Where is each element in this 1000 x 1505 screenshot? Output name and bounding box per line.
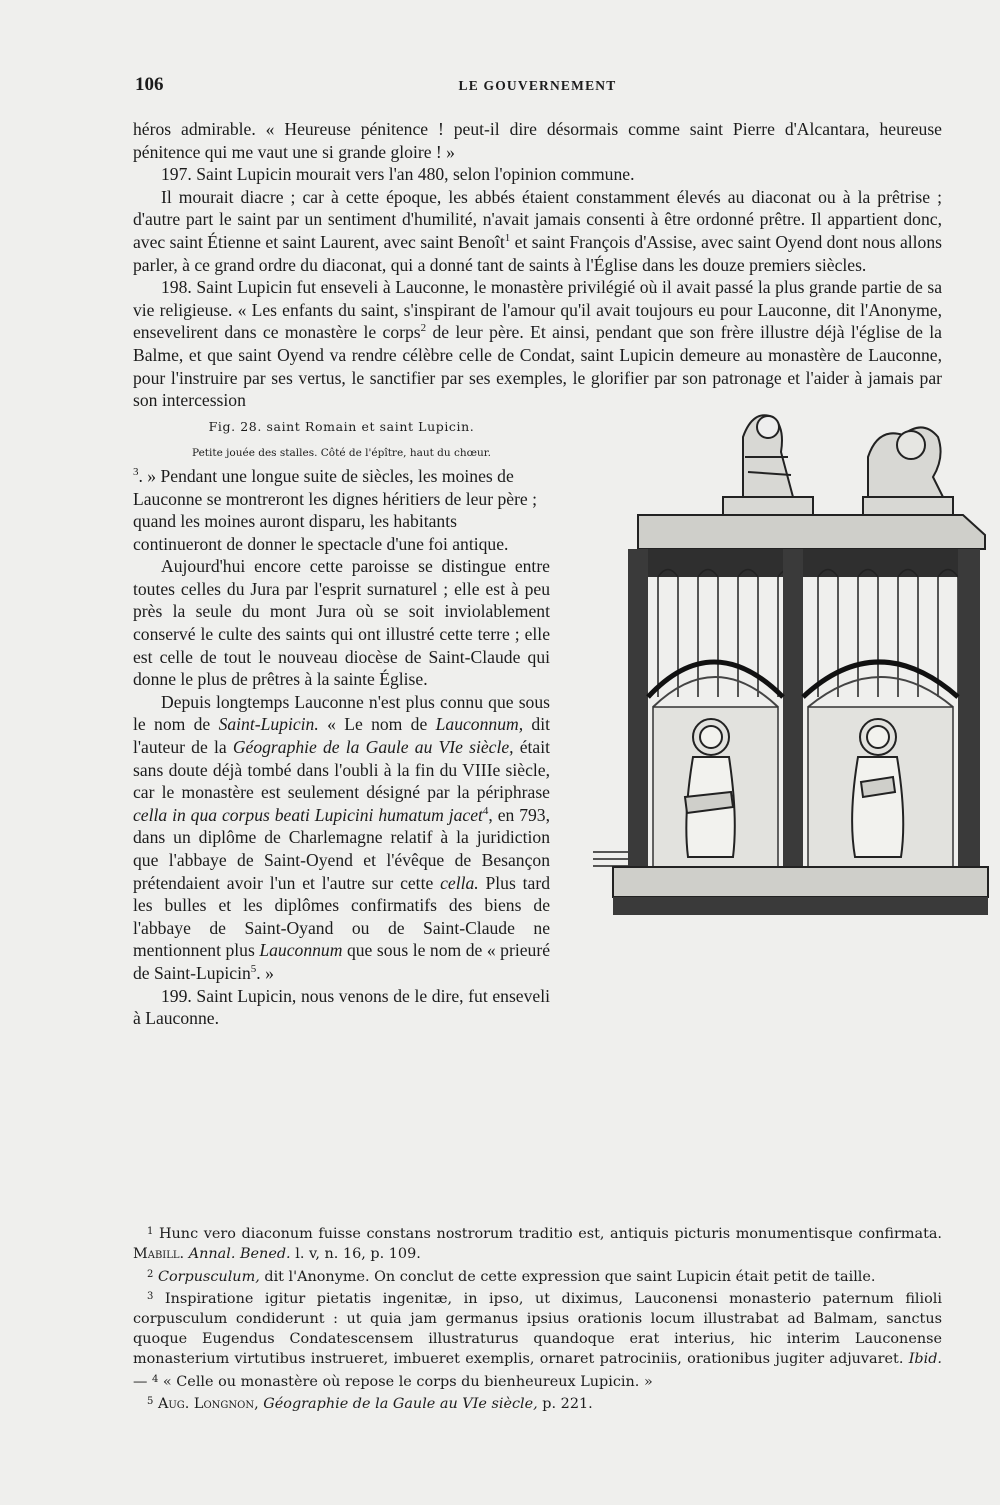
page-header xyxy=(135,74,940,100)
page-number: 106 xyxy=(135,74,164,95)
saint-figure-icon xyxy=(852,719,903,857)
paragraph: 197. Saint Lupicin mourait vers l'an 480, selon l'opinion commune. xyxy=(161,164,635,185)
footnote: $^5$ Aug. Longnon, Géographie de la Gaule au VIe siècle, p. 221. xyxy=(147,1396,593,1413)
paragraph: Depuis longtemps Lauconne n'est plus connu que sous le nom de Saint-Lupicin. « Le nom de Lauconnum, dit l'auteur de la Géographie de la Gaule au VIe siècle, était sans doute déjà tombé dans l'oubli à la fin du VIIIe siècle, car le monastère est seulement désigné par la périphrase cella in qua corpus beati Lupicini humatum jacet$^4$, en 793, dans un diplôme de Charlemagne relatif à la juridiction que l'abbaye de Saint-Oyend et l'évêque de Besançon prétendaient avoir l'un et l'autre sur cette cella. Plus tard les bulles et les diplômes confirmatifs des biens de l'abbaye de Saint-Oyand ou de Saint-Claude ne mentionnent plus Lauconnum que sous le nom de « prieuré de Saint-Lupicin$^5$. » xyxy=(133,691,551,983)
footnote-ref[interactable]: 2 xyxy=(420,322,427,335)
paragraph: héros admirable. « Heureuse pénitence ! peut-il dire désormais comme saint Pierre d'Alcantara, heureuse pénitence qui me vaut une si grande gloire ! » xyxy=(133,119,942,162)
footnote: $^2$ Corpusculum, dit l'Anonyme. On conclut de cette expression que saint Lupicin était petit de taille. xyxy=(147,1268,876,1285)
footnotes xyxy=(133,1222,942,1415)
footnote-ref[interactable]: 3 xyxy=(133,466,139,479)
paragraph: Aujourd'hui encore cette paroisse se distingue entre toutes celles du Jura par l'esprit surnaturel ; elle est à peu près la seule du mont Jura où se soit inviolablement conservé le culte des saints qui ont illustré cette terre ; elle est celle de tout le nouveau diocèse de Saint-Claude qui donne le plus de prêtres à la sainte Église. xyxy=(133,556,550,690)
paragraph: 199. Saint Lupicin, nous venons de le dire, fut enseveli à Lauconne. xyxy=(133,985,550,1029)
footnote: $^3$ Inspiratione igitur pietatis ingenitæ, in ipso, ut diximus, Lauconensi monasterio paternum filioli corpusculum condiderunt : ut quia jam germanus ipsius orationis locum illustrabat ad Balmam, sanctus quoque Eugendus Condatescensem illustraturus quandoque erat interius, hic interim Lauconense monasterium virtutibus instrueret, imbueret exemplis, ornaret patrociniis, orationibus jugiter adjuvaret. Ibid. — $^4$ « Celle ou monastère où repose le corps du bienheureux Lupicin. » xyxy=(133,1291,942,1390)
footnote-ref[interactable]: 5 xyxy=(250,963,257,976)
running-title: LE GOUVERNEMENT xyxy=(458,78,617,93)
footnote: $^1$ Hunc vero diaconum fuisse constans nostrorum traditio est, antiquis picturis monumentisque confirmata. Mabill. Annal. Bened. l. v, n. 16, p. 109. xyxy=(133,1226,943,1262)
paragraph: Il mourait diacre ; car à cette époque, les abbés étaient constamment élevés au diaconat ou à la prêtrise ; d'autre part le saint par un sentiment d'humilité, n'avait jamais consenti à être ordonné prêtre. Il appartient donc, avec saint Étienne et saint Laurent, avec saint Benoît$^1$ et saint François d'Assise, avec saint Oyend dont nous allons parler, à ce grand ordre du diaconat, qui a donné tant de saints à l'Église dans les douze premiers siècles. xyxy=(133,186,942,275)
footnote-ref[interactable]: 1 xyxy=(504,232,511,245)
figure-caption: Fig. 28. saint Romain et saint Lupicin. xyxy=(208,418,475,434)
paragraph: 198. Saint Lupicin fut enseveli à Lauconne, le monastère privilégié où il avait passé la plus grande partie de sa vie religieuse. « Les enfants du saint, s'inspirant de l'amour qu'il avait toujours eu pour Lauconne, dit l'Anonyme, ensevelirent dans ce monastère le corps$^2$ de leur père. Et ainsi, pendant que son frère illustre déjà l'église de la Balme, et que saint Oyend va rendre célèbre celle de Condat, saint Lupicin demeure au monastère de Lauconne, pour l'instruire par ses vertus, le sanctifier par ses exemples, le glorifier par son patronage et l'aider à jamais par son intercession xyxy=(133,276,942,412)
figure-subcaption: Petite jouée des stalles. Côté de l'épître, haut du chœur. xyxy=(191,447,491,460)
footnote-ref[interactable]: 4 xyxy=(482,804,489,817)
figure xyxy=(564,397,966,1007)
stall-engraving-image xyxy=(592,397,994,942)
main-text: héros admirable. « Heureuse pénitence ! peut-il dire désormais comme saint Pierre d'Alcantara, heureuse pénitence qui me vaut une si grande gloire ! » 197. Saint Lupicin mourait vers l'an 480, selon l'opinion commune. Il mourait diacre ; car à cette époque, les abbés étaient constamment élevés au diaconat ou à la prêtrise ; d'autre part le saint par un sentiment d'humilité, n'avait jamais consenti à être ordonné prêtre. Il appartient donc, avec saint Étienne et saint Laurent, avec saint Benoît$^1$ et saint François d'Assise, avec saint Oyend dont nous allons parler, à ce grand ordre du diaconat, qui a donné tant de saints à l'Église dans les douze premiers siècles. 198. Saint Lupicin fut enseveli à Lauconne, le monastère privilégié où il avait passé la plus grande partie de sa vie religieuse. « Les enfants du saint, s'inspirant de l'amour qu'il avait toujours eu pour Lauconne, dit l'Anonyme, ensevelirent dans ce monastère le corps$^2$ de leur père. Et ainsi, pendant que son frère illustre déjà l'église de la Balme, et que saint Oyend va rendre célèbre celle de Condat, saint Lupicin demeure au monastère de Lauconne, pour l'instruire par ses vertus, le sanctifier par ses exemples, le glorifier par son patronage et l'aider à jamais par son intercession Fig. 28. saint Romain et saint Lupicin. Petite jouée des stalles. Côté de l'épître, haut du chœur. $^3$. » Pendant une longue suite de siècles, les moines de Lauconne se montreront les dignes héritiers de leur père ; quand les moines auront disparu, les habitants continueront de donner le spectacle d'une foi antique. Aujourd'hui encore cette paroisse se distingue entre toutes celles du Jura par l'esprit surnaturel ; elle est à peu près la seule du mont Jura où se soit inviolablement conservé le culte des saints qui ont illustré cette terre ; elle est celle de tout le nouveau diocèse de Saint-Claude qui donne le plus de prêtres à la sainte Église. Depuis longtemps Lauconne n'est plus connu que sous le nom de Saint-Lupicin. « Le nom de Lauconnum, dit l'auteur de la Géographie de la Gaule au VIe siècle, était sans doute déjà tombé dans l'oubli à la fin du VIIIe siècle, car le monastère est seulement désigné par la périphrase cella in qua corpus beati Lupicini humatum jacet$^4$, en 793, dans un diplôme de Charlemagne relatif à la juridiction que l'abbaye de Saint-Oyend et l'évêque de Besançon prétendaient avoir l'un et l'autre sur cette cella. Plus tard les bulles et les diplômes confirmatifs des biens de l'abbaye de Saint-Oyand ou de Saint-Claude ne mentionnent plus Lauconnum que sous le nom de « prieuré de Saint-Lupicin$^5$. » 199. Saint Lupicin, nous venons de le dire, fut enseveli à Lauconne. xyxy=(133,118,942,1030)
